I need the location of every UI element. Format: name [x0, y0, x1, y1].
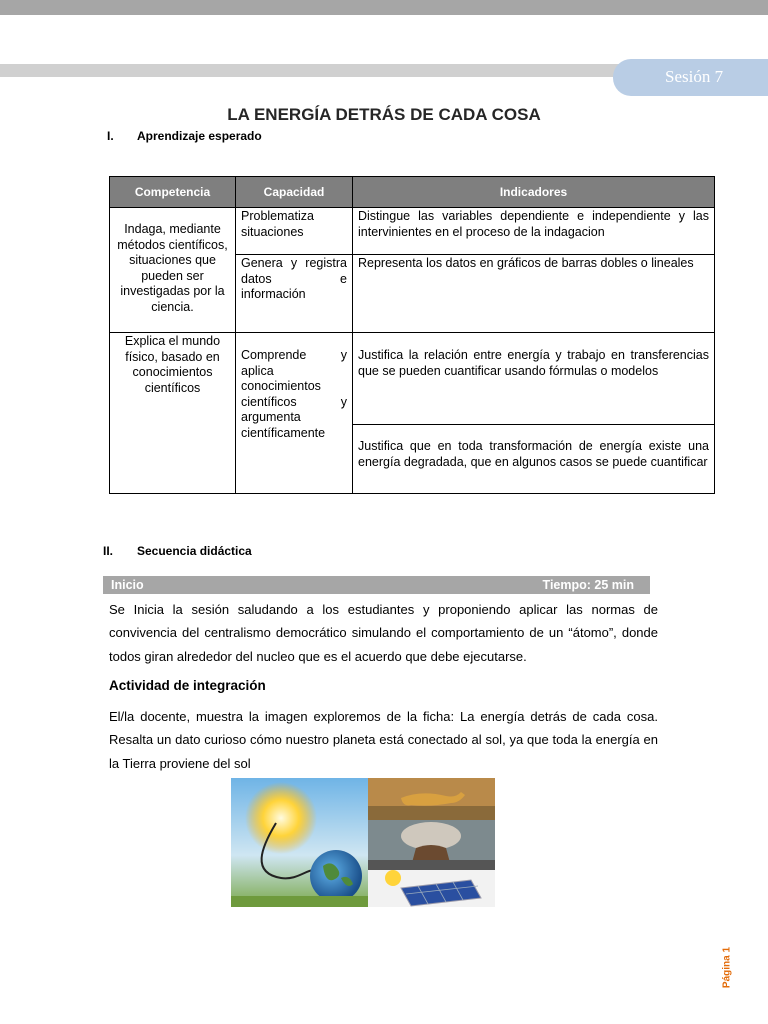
- section-label: Secuencia didáctica: [137, 544, 252, 558]
- cheetah-panel: [368, 778, 495, 820]
- sun-earth-panel: [231, 778, 368, 907]
- table-row: [110, 333, 715, 425]
- sun-icon: [245, 782, 317, 854]
- competencia-cell: Explica el mundo físico, basado en conocimientos científicos: [110, 333, 236, 494]
- indicador-cell: Justifica que en toda transformación de energía existe una energía degradada, que en algunos casos se puede cuantificar: [353, 425, 715, 494]
- capacidad-cell: Genera y registra datos e información: [236, 255, 353, 333]
- header-band: [0, 64, 640, 77]
- session-label: Sesión 7: [665, 67, 724, 86]
- inicio-bar: [103, 576, 650, 594]
- inicio-time: Tiempo: 25 min: [542, 578, 634, 592]
- energy-collage-image: [231, 778, 495, 907]
- intro-paragraph: Se Inicia la sesión saludando a los estudiantes y proponiendo aplicar las normas de convivencia del centralismo democrático simulando el comportamiento de un “átomo”, donde todos giran alrededor del nucleo que es el acuerdo que debe ejecutarse.: [109, 602, 658, 664]
- top-bar: [0, 0, 768, 15]
- inicio-label: Inicio: [111, 578, 144, 592]
- capacidad-cell: Problematiza situaciones: [236, 208, 353, 255]
- weightlifter-panel: [368, 820, 495, 870]
- activity-paragraph: El/la docente, muestra la imagen exploremos de la ficha: La energía detrás de cada cosa. Resalta un dato curioso cómo nuestro planeta está conectado al sol, ya que toda la energía en la Tierra proviene del sol: [109, 709, 658, 771]
- indicador-cell: Distingue las variables dependiente e independiente y las intervinientes en el proceso de la indagacion: [353, 208, 715, 255]
- section-label: Aprendizaje esperado: [137, 129, 262, 143]
- section-number: I.: [107, 129, 114, 143]
- activity-title: Actividad de integración: [109, 678, 266, 693]
- document-title: LA ENERGÍA DETRÁS DE CADA COSA: [227, 105, 541, 124]
- header-competencia: Competencia: [110, 177, 236, 208]
- section-number: II.: [103, 544, 114, 558]
- header-capacidad: Capacidad: [236, 177, 353, 208]
- learning-table: [109, 176, 715, 494]
- table-header-row: [110, 177, 715, 208]
- page-number-label: Página 1: [721, 946, 733, 989]
- competencia-cell: Indaga, mediante métodos científicos, situaciones que pueden ser investigadas por la ciencia.: [110, 208, 236, 333]
- page-number: [712, 940, 742, 1000]
- table-row: [110, 208, 715, 255]
- indicador-cell: Justifica la relación entre energía y trabajo en transferencias que se pueden cuantificar usando fórmulas o modelos: [353, 333, 715, 425]
- header-indicadores: Indicadores: [353, 177, 715, 208]
- capacidad-cell: Comprende y aplica conocimientos científicos y argumenta científicamente: [236, 333, 353, 494]
- indicador-cell: Representa los datos en gráficos de barras dobles o lineales: [353, 255, 715, 333]
- solar-panel-panel: [368, 870, 495, 907]
